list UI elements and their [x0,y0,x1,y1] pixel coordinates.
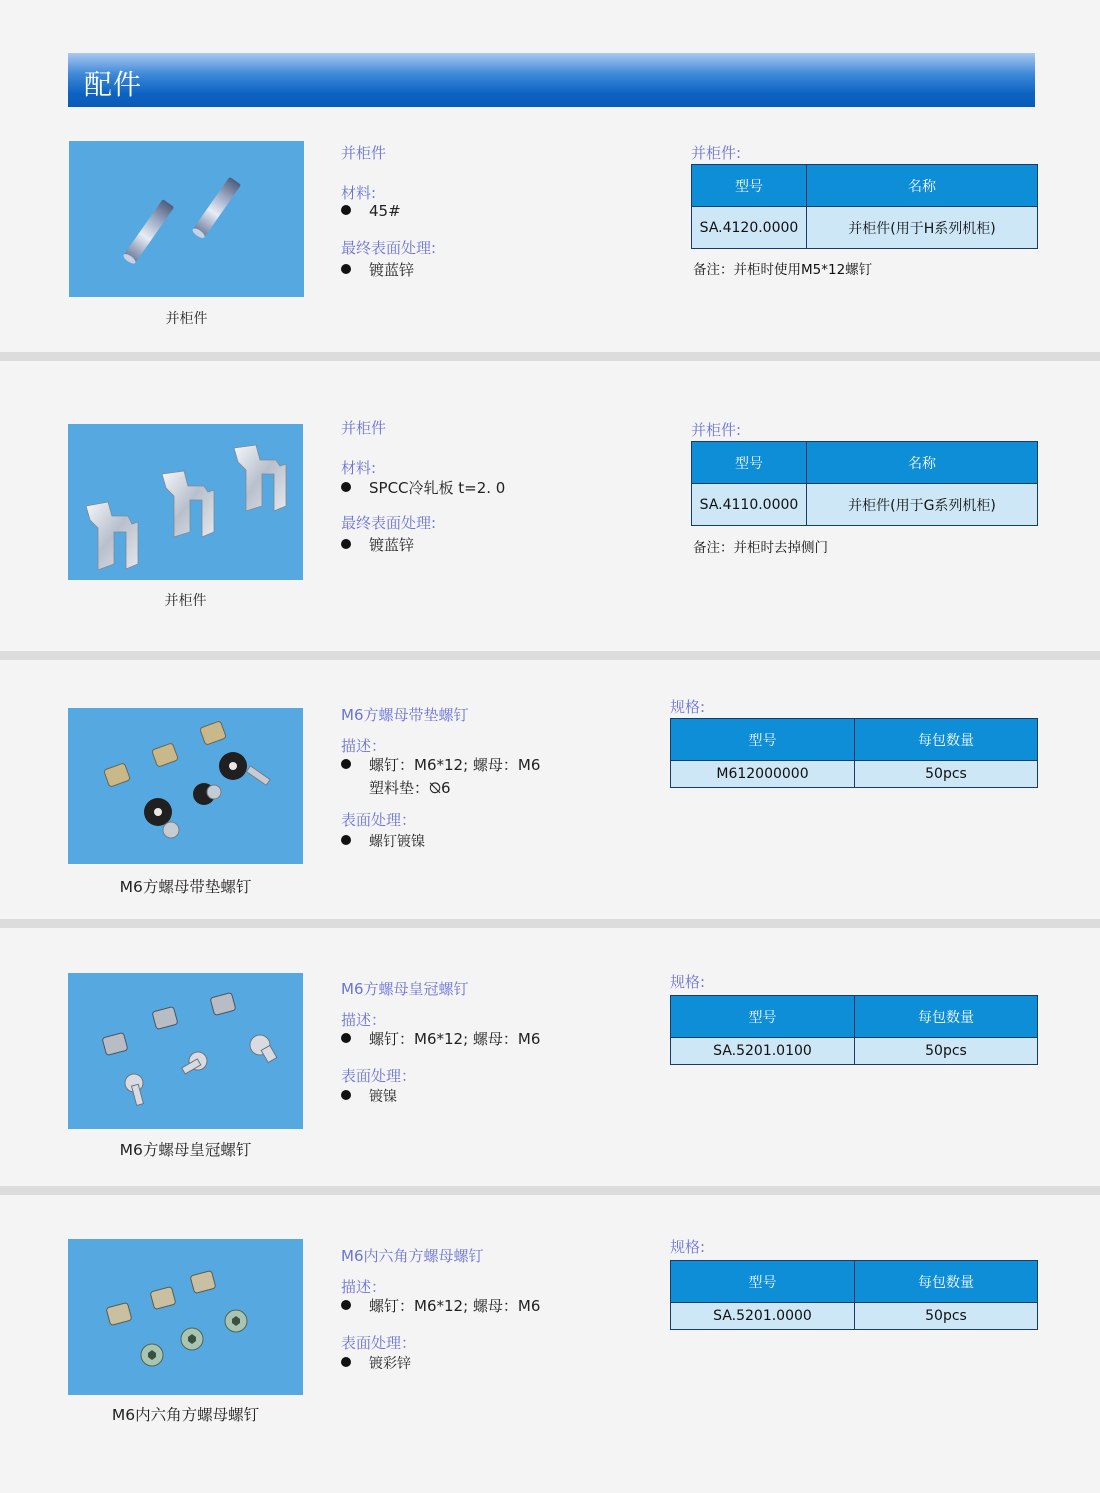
product-note: 备注：并柜时使用M5*12螺钉 [693,262,873,278]
product-caption: M6内六角方螺母螺钉 [111,1406,260,1424]
surface-item: 螺钉镀镍 [341,831,425,851]
section-divider [0,1186,1100,1195]
product-caption: 并柜件 [164,593,207,609]
column-header: 每包数量 [855,719,1038,761]
product-photo-cage-nut-washer [68,708,303,864]
product-note: 备注：并柜时去掉侧门 [693,540,828,556]
description-sub-item: 塑料垫：⦰6 [369,779,451,797]
surface-item: 镀蓝锌 [341,259,414,280]
column-header: 型号 [692,442,807,484]
product-title: 并柜件 [341,144,387,162]
page-title: 配件 [84,68,143,101]
model-cell: SA.5201.0100 [671,1038,855,1065]
bullet-icon [341,539,351,549]
column-header: 型号 [671,719,855,761]
bullet-icon [341,1300,351,1310]
header-bar [68,53,1035,107]
section-divider [0,651,1100,660]
surface-label: 最终表面处理: [341,514,437,532]
description-label: 描述： [341,1278,387,1296]
quantity-cell: 50pcs [855,1038,1038,1065]
bullet-icon [341,835,351,845]
product-title: 并柜件 [341,419,387,437]
quantity-cell: 50pcs [855,1303,1038,1330]
bullet-icon [341,1033,351,1043]
material-label: 材料: [341,184,377,202]
product-photo-cage-nut-hex [68,1239,303,1395]
product-title: M6内六角方螺母螺钉 [341,1247,484,1265]
section-divider [0,352,1100,361]
product-caption: M6方螺母带垫螺钉 [119,878,252,896]
table-row [671,761,1038,788]
spec-table [691,164,1038,249]
product-title: M6方螺母带垫螺钉 [341,706,469,724]
spec-label: 规格: [670,1238,706,1256]
surface-label: 表面处理： [341,811,417,829]
spec-table [670,1260,1038,1330]
model-cell: SA.4120.0000 [692,207,807,249]
quantity-cell: 50pcs [855,761,1038,788]
column-header: 型号 [671,1261,855,1303]
surface-label: 表面处理： [341,1334,417,1352]
table-row [692,484,1038,526]
section-divider [0,919,1100,928]
product-description [341,704,661,854]
column-header: 名称 [807,442,1038,484]
product-photo-cage-nut-crown [68,973,303,1129]
name-cell: 并柜件(用于G系列机柜) [807,484,1038,526]
description-item: 螺钉：M6*12; 螺母：M6 [341,754,540,775]
table-row [671,1303,1038,1330]
description-item: 螺钉：M6*12; 螺母：M6 [341,1295,540,1316]
spec-table [670,718,1038,788]
column-header: 每包数量 [855,1261,1038,1303]
surface-item: 镀彩锌 [341,1353,411,1373]
spec-label: 规格: [670,698,706,716]
column-header: 型号 [692,165,807,207]
bullet-icon [341,482,351,492]
product-photo-standoff [69,141,304,297]
column-header: 名称 [807,165,1038,207]
name-cell: 并柜件(用于H系列机柜) [807,207,1038,249]
spec-label: 并柜件: [691,421,742,439]
bullet-icon [341,205,351,215]
material-item: SPCC冷轧板 t=2. 0 [341,477,505,498]
product-description [341,417,641,567]
product-description [341,142,641,292]
surface-item: 镀镍 [341,1086,397,1106]
spec-table [670,995,1038,1065]
description-label: 描述： [341,1011,387,1029]
product-description [341,1245,661,1375]
bullet-icon [341,1090,351,1100]
bullet-icon [341,264,351,274]
model-cell: M612000000 [671,761,855,788]
product-caption: M6方螺母皇冠螺钉 [119,1141,252,1159]
description-item: 螺钉：M6*12; 螺母：M6 [341,1028,540,1049]
surface-label: 最终表面处理: [341,239,437,257]
bullet-icon [341,759,351,769]
product-photo-bracket [68,424,303,580]
product-description [341,978,661,1108]
description-label: 描述： [341,737,387,755]
model-cell: SA.5201.0000 [671,1303,855,1330]
spec-label: 规格: [670,973,706,991]
material-label: 材料: [341,459,377,477]
surface-item: 镀蓝锌 [341,534,414,555]
table-row [692,207,1038,249]
bullet-icon [341,1357,351,1367]
product-caption: 并柜件 [165,311,208,327]
model-cell: SA.4110.0000 [692,484,807,526]
material-item: 45# [341,202,401,220]
column-header: 型号 [671,996,855,1038]
spec-table [691,441,1038,526]
table-row [671,1038,1038,1065]
spec-label: 并柜件: [691,144,742,162]
column-header: 每包数量 [855,996,1038,1038]
surface-label: 表面处理： [341,1067,417,1085]
product-title: M6方螺母皇冠螺钉 [341,980,469,998]
